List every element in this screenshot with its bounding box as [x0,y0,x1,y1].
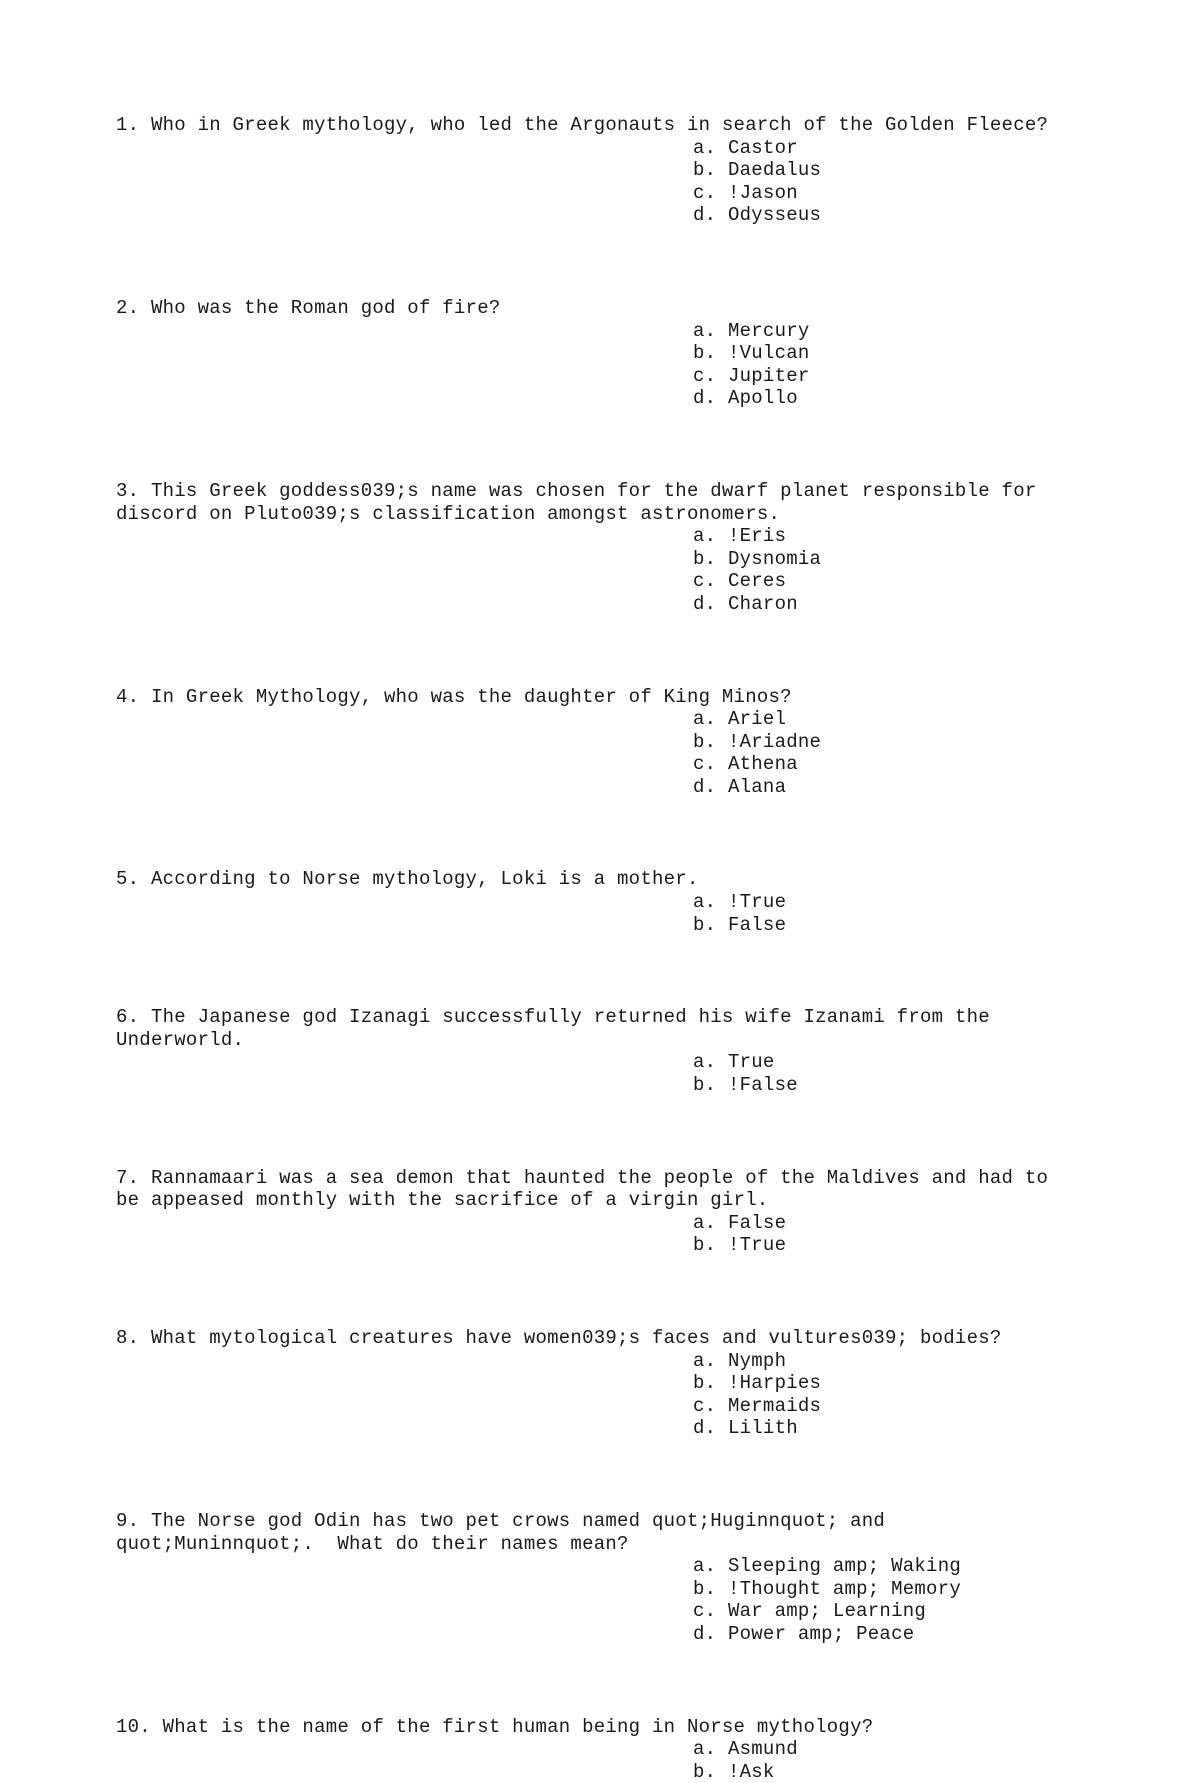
question-1 [116,114,1116,227]
question-text: discord on Pluto039;s classification amongst astronomers. [116,502,781,525]
answer-option: c. War amp; Learning [693,1600,927,1623]
answer-options [116,1051,1116,1096]
answer-option: a. True [693,1051,775,1074]
question-text: 8. What mytological creatures have women039;s faces and vultures039; bodies? [116,1327,1002,1349]
question-text: 4. In Greek Mythology, who was the daughter of King Minos? [116,685,792,708]
answer-option: b. !True [693,1234,787,1257]
answer-options [116,320,1116,410]
answer-option: c. Jupiter [693,364,810,387]
answer-option: b. Daedalus [693,159,822,182]
question-text: be appeased monthly with the sacrifice of a virgin girl. [116,1189,769,1212]
question-text: 10. What is the name of the first human being in Norse mythology? [116,1715,874,1738]
answer-option: b. !Thought amp; Memory [693,1577,961,1600]
answer-options [116,891,1116,936]
question-8 [116,1327,1116,1440]
question-spacer [116,1440,1116,1510]
answer-option: a. Asmund [693,1738,798,1761]
answer-option: b. !Vulcan [693,342,810,365]
question-5 [116,868,1116,936]
answer-option: d. Odysseus [693,204,822,227]
question-4 [116,686,1116,799]
answer-options [116,1350,1116,1440]
question-spacer [116,1097,1116,1167]
question-3 [116,480,1116,616]
question-spacer [116,410,1116,480]
answer-options [116,525,1116,615]
answer-option: d. Alana [693,775,787,798]
answer-option: b. !Harpies [693,1372,822,1395]
question-text: 9. The Norse god Odin has two pet crows named quot;Huginnquot; and [116,1509,886,1532]
answer-option: a. !True [693,891,787,914]
answer-option: c. Athena [693,753,798,776]
question-spacer [116,798,1116,868]
answer-option: a. !Eris [693,525,787,548]
question-spacer [116,1646,1116,1716]
quiz-document [116,114,1116,1783]
answer-option: d. Lilith [693,1417,798,1440]
question-spacer [116,227,1116,297]
question-text: 5. According to Norse mythology, Loki is a mother. [116,868,699,891]
answer-option: a. Sleeping amp; Waking [693,1555,961,1578]
question-spacer [116,1257,1116,1327]
answer-option: a. Mercury [693,319,810,342]
answer-options [116,1738,1116,1783]
question-text: 3. This Greek goddess039;s name was chosen for the dwarf planet responsible for [116,479,1037,502]
answer-option: b. Dysnomia [693,547,822,570]
answer-options [116,1555,1116,1645]
answer-option: c. Mermaids [693,1394,822,1417]
question-text: 2. Who was the Roman god of fire? [116,296,501,319]
answer-option: d. Charon [693,592,798,615]
question-2 [116,297,1116,410]
question-10 [116,1716,1116,1783]
answer-option: d. Power amp; Peace [693,1622,915,1645]
answer-option: a. Nymph [693,1349,787,1372]
question-6 [116,1006,1116,1096]
answer-options [116,1212,1116,1257]
question-text: 1. Who in Greek mythology, who led the Argonauts in search of the Golden Fleece? [116,114,1049,136]
answer-option: a. Ariel [693,708,787,731]
question-7 [116,1167,1116,1257]
answer-option: a. False [693,1211,787,1234]
question-text: quot;Muninnquot;. What do their names mean? [116,1532,629,1555]
answer-options [116,137,1116,227]
question-text: 7. Rannamaari was a sea demon that haunted the people of the Maldives and had to [116,1166,1049,1189]
answer-option: b. !False [693,1074,798,1097]
answer-options [116,708,1116,798]
answer-option: c. !Jason [693,181,798,204]
answer-option: d. Apollo [693,387,798,410]
answer-option: b. !Ask [693,1760,775,1783]
question-9 [116,1510,1116,1646]
question-text: 6. The Japanese god Izanagi successfully returned his wife Izanami from the [116,1006,990,1029]
question-spacer [116,616,1116,686]
answer-option: b. !Ariadne [693,730,822,753]
question-spacer [116,936,1116,1006]
answer-option: b. False [693,913,787,936]
question-text: Underworld. [116,1028,245,1051]
answer-option: a. Castor [693,136,798,159]
answer-option: c. Ceres [693,570,787,593]
